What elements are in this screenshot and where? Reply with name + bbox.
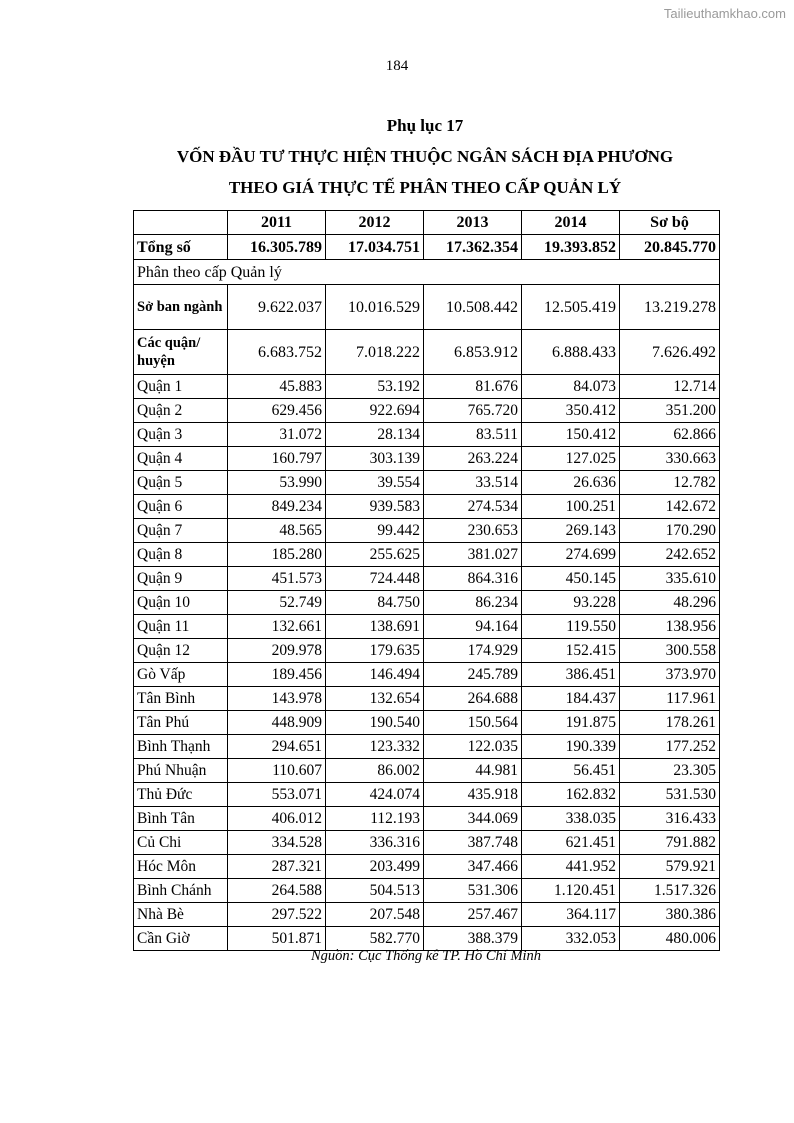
- value-cell: 86.234: [424, 591, 522, 615]
- value-cell: 53.990: [228, 471, 326, 495]
- value-cell: 406.012: [228, 807, 326, 831]
- row-label: Quận 7: [134, 519, 228, 543]
- table-row: [134, 447, 720, 471]
- table-row: [134, 687, 720, 711]
- value-cell: 242.652: [620, 543, 720, 567]
- column-header-2014: 2014: [522, 211, 620, 235]
- row-label: Quận 4: [134, 447, 228, 471]
- value-cell: 39.554: [326, 471, 424, 495]
- value-cell: 864.316: [424, 567, 522, 591]
- column-header-preliminary: Sơ bộ: [620, 211, 720, 235]
- document-title-line-1: VỐN ĐẦU TƯ THỰC HIỆN THUỘC NGÂN SÁCH ĐỊA PHƯƠNG: [176, 147, 674, 166]
- row-label: Quận 6: [134, 495, 228, 519]
- row-label: Cần Giờ: [134, 927, 228, 951]
- total-row: [134, 235, 720, 260]
- value-cell: 184.437: [522, 687, 620, 711]
- value-cell: 170.290: [620, 519, 720, 543]
- row-label: Bình Tân: [134, 807, 228, 831]
- value-cell: 132.654: [326, 687, 424, 711]
- value-cell: 335.610: [620, 567, 720, 591]
- value-cell: 255.625: [326, 543, 424, 567]
- value-cell: 119.550: [522, 615, 620, 639]
- value-cell: 387.748: [424, 831, 522, 855]
- value-cell: 53.192: [326, 375, 424, 399]
- value-cell: 553.071: [228, 783, 326, 807]
- value-cell: 621.451: [522, 831, 620, 855]
- table-row: [134, 903, 720, 927]
- value-cell: 724.448: [326, 567, 424, 591]
- row-label: Gò Vấp: [134, 663, 228, 687]
- value-cell: 146.494: [326, 663, 424, 687]
- value-cell: 190.339: [522, 735, 620, 759]
- row-label: Quận 10: [134, 591, 228, 615]
- table-row: [134, 423, 720, 447]
- table-row: [134, 615, 720, 639]
- value-cell: 10.508.442: [424, 285, 522, 330]
- row-label: Quận 5: [134, 471, 228, 495]
- value-cell: 424.074: [326, 783, 424, 807]
- value-cell: 7.626.492: [620, 330, 720, 375]
- table-row: [134, 639, 720, 663]
- value-cell: 582.770: [326, 927, 424, 951]
- row-label: Quận 2: [134, 399, 228, 423]
- value-cell: 160.797: [228, 447, 326, 471]
- value-cell: 388.379: [424, 927, 522, 951]
- total-2012: 17.034.751: [326, 235, 424, 260]
- value-cell: 12.782: [620, 471, 720, 495]
- value-cell: 127.025: [522, 447, 620, 471]
- value-cell: 26.636: [522, 471, 620, 495]
- total-2014: 19.393.852: [522, 235, 620, 260]
- investment-table: [133, 210, 720, 951]
- value-cell: 83.511: [424, 423, 522, 447]
- page-number: 184: [385, 58, 409, 74]
- value-cell: 142.672: [620, 495, 720, 519]
- value-cell: 33.514: [424, 471, 522, 495]
- value-cell: 448.909: [228, 711, 326, 735]
- row-label: Nhà Bè: [134, 903, 228, 927]
- row-label: Tổng số: [134, 235, 228, 260]
- value-cell: 334.528: [228, 831, 326, 855]
- value-cell: 28.134: [326, 423, 424, 447]
- value-cell: 269.143: [522, 519, 620, 543]
- table-row: [134, 855, 720, 879]
- value-cell: 6.853.912: [424, 330, 522, 375]
- value-cell: 922.694: [326, 399, 424, 423]
- value-cell: 203.499: [326, 855, 424, 879]
- value-cell: 791.882: [620, 831, 720, 855]
- value-cell: 364.117: [522, 903, 620, 927]
- total-2013: 17.362.354: [424, 235, 522, 260]
- value-cell: 257.467: [424, 903, 522, 927]
- table-row: [134, 543, 720, 567]
- row-label: Tân Phú: [134, 711, 228, 735]
- table-row: [134, 495, 720, 519]
- row-label: Quận 1: [134, 375, 228, 399]
- row-label: Bình Thạnh: [134, 735, 228, 759]
- value-cell: 629.456: [228, 399, 326, 423]
- value-cell: 6.888.433: [522, 330, 620, 375]
- value-cell: 150.564: [424, 711, 522, 735]
- value-cell: 31.072: [228, 423, 326, 447]
- value-cell: 531.530: [620, 783, 720, 807]
- value-cell: 332.053: [522, 927, 620, 951]
- value-cell: 190.540: [326, 711, 424, 735]
- value-cell: 99.442: [326, 519, 424, 543]
- value-cell: 274.699: [522, 543, 620, 567]
- column-header-empty: [134, 211, 228, 235]
- value-cell: 62.866: [620, 423, 720, 447]
- value-cell: 174.929: [424, 639, 522, 663]
- row-label: Quận 3: [134, 423, 228, 447]
- value-cell: 86.002: [326, 759, 424, 783]
- value-cell: 93.228: [522, 591, 620, 615]
- value-cell: 112.193: [326, 807, 424, 831]
- value-cell: 274.534: [424, 495, 522, 519]
- value-cell: 336.316: [326, 831, 424, 855]
- value-cell: 178.261: [620, 711, 720, 735]
- value-cell: 263.224: [424, 447, 522, 471]
- column-header-2013: 2013: [424, 211, 522, 235]
- value-cell: 303.139: [326, 447, 424, 471]
- value-cell: 143.978: [228, 687, 326, 711]
- table-row: [134, 807, 720, 831]
- value-cell: 300.558: [620, 639, 720, 663]
- value-cell: 132.661: [228, 615, 326, 639]
- value-cell: 9.622.037: [228, 285, 326, 330]
- value-cell: 81.676: [424, 375, 522, 399]
- value-cell: 330.663: [620, 447, 720, 471]
- value-cell: 350.412: [522, 399, 620, 423]
- table-row: [134, 399, 720, 423]
- value-cell: 1.120.451: [522, 879, 620, 903]
- value-cell: 13.219.278: [620, 285, 720, 330]
- row-label: Các quận/ huyện: [134, 330, 228, 375]
- row-label: Thủ Đức: [134, 783, 228, 807]
- table-row: [134, 519, 720, 543]
- value-cell: 117.961: [620, 687, 720, 711]
- row-label: Sở ban ngành: [134, 285, 228, 330]
- value-cell: 294.651: [228, 735, 326, 759]
- row-label: Quận 8: [134, 543, 228, 567]
- total-preliminary: 20.845.770: [620, 235, 720, 260]
- appendix-label: Phụ lục 17: [386, 116, 464, 135]
- value-cell: 185.280: [228, 543, 326, 567]
- value-cell: 45.883: [228, 375, 326, 399]
- value-cell: 849.234: [228, 495, 326, 519]
- management-level-row: [134, 285, 720, 330]
- value-cell: 84.073: [522, 375, 620, 399]
- value-cell: 56.451: [522, 759, 620, 783]
- row-label: Hóc Môn: [134, 855, 228, 879]
- value-cell: 579.921: [620, 855, 720, 879]
- value-cell: 939.583: [326, 495, 424, 519]
- value-cell: 501.871: [228, 927, 326, 951]
- row-label: Quận 12: [134, 639, 228, 663]
- value-cell: 162.832: [522, 783, 620, 807]
- value-cell: 441.952: [522, 855, 620, 879]
- value-cell: 380.386: [620, 903, 720, 927]
- table-row: [134, 879, 720, 903]
- document-title-line-2: THEO GIÁ THỰC TẾ PHÂN THEO CẤP QUẢN LÝ: [228, 178, 622, 197]
- value-cell: 100.251: [522, 495, 620, 519]
- value-cell: 351.200: [620, 399, 720, 423]
- value-cell: 191.875: [522, 711, 620, 735]
- value-cell: 245.789: [424, 663, 522, 687]
- group-row: [134, 260, 720, 285]
- value-cell: 7.018.222: [326, 330, 424, 375]
- value-cell: 504.513: [326, 879, 424, 903]
- row-label: Bình Chánh: [134, 879, 228, 903]
- table-row: [134, 831, 720, 855]
- value-cell: 207.548: [326, 903, 424, 927]
- value-cell: 44.981: [424, 759, 522, 783]
- value-cell: 150.412: [522, 423, 620, 447]
- value-cell: 122.035: [424, 735, 522, 759]
- table-row: [134, 711, 720, 735]
- value-cell: 138.956: [620, 615, 720, 639]
- row-label: Quận 9: [134, 567, 228, 591]
- value-cell: 347.466: [424, 855, 522, 879]
- value-cell: 451.573: [228, 567, 326, 591]
- value-cell: 48.565: [228, 519, 326, 543]
- value-cell: 209.978: [228, 639, 326, 663]
- watermark: Tailieuthamkhao.com: [663, 6, 786, 21]
- value-cell: 531.306: [424, 879, 522, 903]
- value-cell: 316.433: [620, 807, 720, 831]
- value-cell: 52.749: [228, 591, 326, 615]
- value-cell: 765.720: [424, 399, 522, 423]
- value-cell: 1.517.326: [620, 879, 720, 903]
- value-cell: 48.296: [620, 591, 720, 615]
- value-cell: 264.588: [228, 879, 326, 903]
- value-cell: 480.006: [620, 927, 720, 951]
- value-cell: 264.688: [424, 687, 522, 711]
- table-row: [134, 591, 720, 615]
- value-cell: 6.683.752: [228, 330, 326, 375]
- value-cell: 110.607: [228, 759, 326, 783]
- column-header-2011: 2011: [228, 211, 326, 235]
- value-cell: 12.714: [620, 375, 720, 399]
- value-cell: 189.456: [228, 663, 326, 687]
- table-row: [134, 783, 720, 807]
- value-cell: 373.970: [620, 663, 720, 687]
- value-cell: 344.069: [424, 807, 522, 831]
- value-cell: 94.164: [424, 615, 522, 639]
- table-row: [134, 471, 720, 495]
- table-row: [134, 375, 720, 399]
- management-level-row: [134, 330, 720, 375]
- table-row: [134, 567, 720, 591]
- table-row: [134, 663, 720, 687]
- row-label: Phú Nhuận: [134, 759, 228, 783]
- source-note: Nguồn: Cục Thống kê TP. Hồ Chí Minh: [310, 948, 542, 964]
- value-cell: 381.027: [424, 543, 522, 567]
- value-cell: 12.505.419: [522, 285, 620, 330]
- value-cell: 230.653: [424, 519, 522, 543]
- value-cell: 84.750: [326, 591, 424, 615]
- group-label: Phân theo cấp Quản lý: [134, 260, 720, 285]
- value-cell: 435.918: [424, 783, 522, 807]
- value-cell: 10.016.529: [326, 285, 424, 330]
- row-label: Tân Bình: [134, 687, 228, 711]
- value-cell: 297.522: [228, 903, 326, 927]
- table-row: [134, 735, 720, 759]
- value-cell: 138.691: [326, 615, 424, 639]
- column-header-2012: 2012: [326, 211, 424, 235]
- value-cell: 338.035: [522, 807, 620, 831]
- total-2011: 16.305.789: [228, 235, 326, 260]
- value-cell: 287.321: [228, 855, 326, 879]
- row-label: Quận 11: [134, 615, 228, 639]
- value-cell: 152.415: [522, 639, 620, 663]
- value-cell: 386.451: [522, 663, 620, 687]
- row-label: Củ Chi: [134, 831, 228, 855]
- table-row: [134, 927, 720, 951]
- value-cell: 123.332: [326, 735, 424, 759]
- value-cell: 179.635: [326, 639, 424, 663]
- value-cell: 23.305: [620, 759, 720, 783]
- value-cell: 177.252: [620, 735, 720, 759]
- table-row: [134, 759, 720, 783]
- table-header-row: [134, 211, 720, 235]
- value-cell: 450.145: [522, 567, 620, 591]
